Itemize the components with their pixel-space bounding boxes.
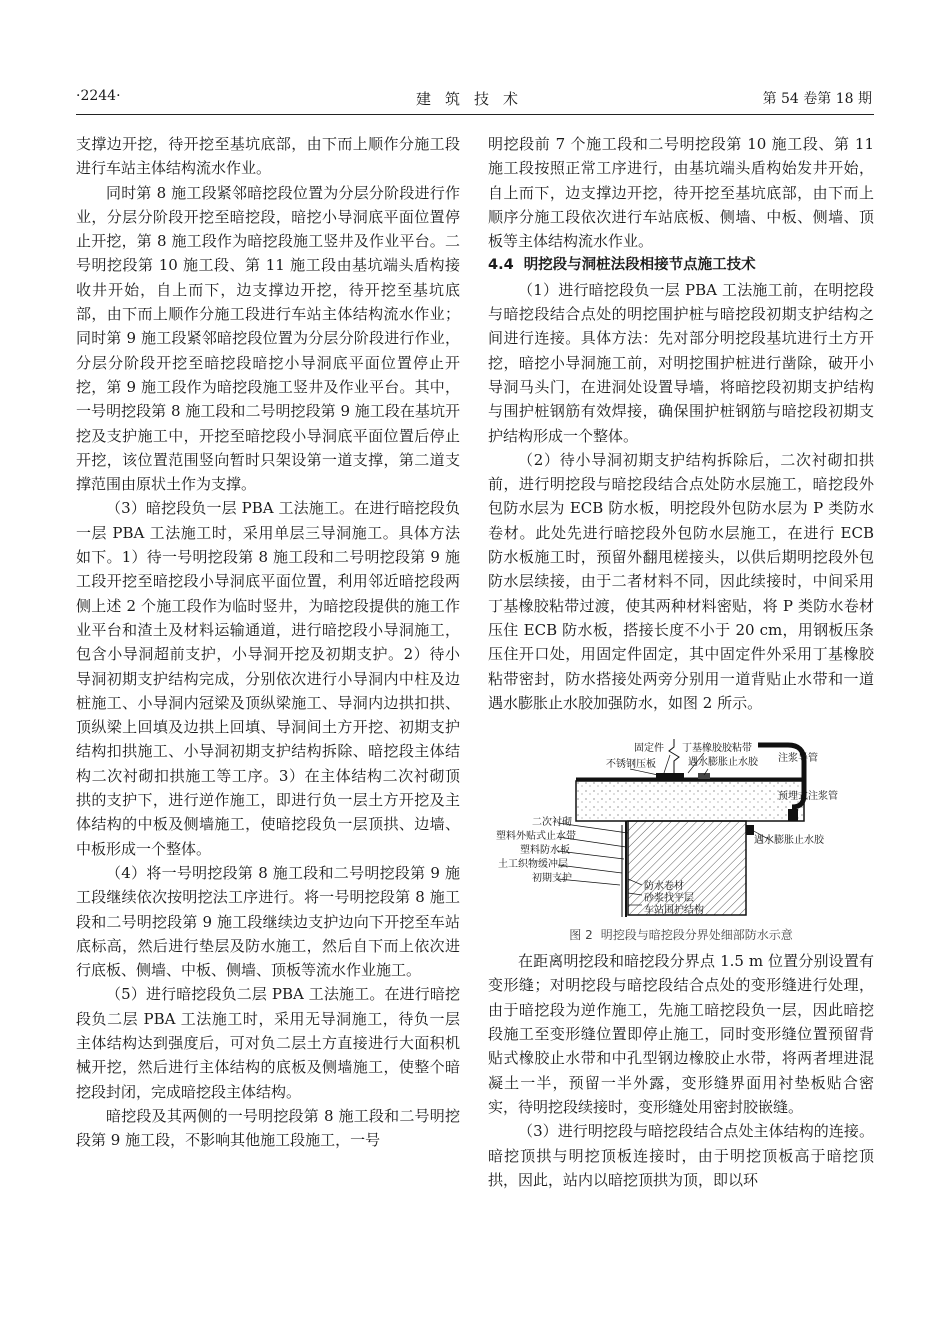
label-steel-plate: 不锈钢压板 — [606, 759, 656, 771]
paragraph: （2）待小导洞初期支护结构拆除后，二次衬砌扣拱前，进行明挖段与暗挖段结合点处防水层施工，暗挖段外包防水层为 ECB 防水板，明挖段外包防水层为 P 类防水卷材。此处先进行暗挖段外包防水层施工，在进行 ECB 防水板施工时，预留外翻甩槎接头，以供后期明挖段外包防水层续接，由于二者材料不同，因此续接时，中间采用丁基橡胶粘带过渡，使其两种材料密贴，将 P 类防水卷材压住 ECB 防水板，搭接长度不小于 20 cm，用钢板压条压住开口处，用固定件固定，其中固定件外采用丁基橡胶粘带密封，防水搭接处两旁分别用一道背贴止水带和一道遇水膨胀止水胶加强防水，如图 2 所示。 — [488, 450, 874, 712]
label-retaining: 车站围护结构 — [644, 905, 704, 917]
steel-press-plate — [656, 773, 684, 779]
figure-2 — [488, 733, 874, 943]
label-membrane: 防水卷材 — [644, 881, 684, 893]
paragraph: （4）将一号明挖段第 8 施工段和二号明挖段第 9 施工段继续依次按明挖法工序进行。将一号明挖段第 8 施工段和二号明挖段第 9 施工段继续边支护边向下开挖至车站底标高，然后进行垫层及防水施工，然后自下而上依次进行底板、侧墙、中板、侧墙、顶板等流水作业施工。 — [76, 863, 460, 980]
page-header — [76, 86, 872, 110]
top-slab — [576, 781, 804, 821]
caption-label: 图 2 — [569, 928, 593, 943]
paragraph: 暗挖段及其两侧的一号明挖段第 8 施工段和二号明挖段第 9 施工段，不影响其他施工段施工，一号 — [76, 1106, 460, 1150]
label-embedded-grout-pipe: 预埋式注浆管 — [778, 791, 838, 803]
volume-issue: 第 54 卷第 18 期 — [762, 91, 872, 107]
label-geotextile: 土工织物缓冲层 — [498, 859, 568, 871]
paragraph: （1）进行暗挖段负一层 PBA 工法施工前，在明挖段与暗挖段结合点处的明挖围护桩与暗挖段初期支护结构之间进行连接。具体方法：先对部分明挖段基坑进行土方开挖，暗挖小导洞施工前，对明挖围护桩进行凿除，破开小导洞马头门，在进洞处设置导墙，将暗挖段初期支护结构与围护桩钢筋有效焊接，确保围护桩钢筋与暗挖段初期支护结构形成一个整体。 — [488, 280, 874, 445]
section-title: 明挖段与洞桩法段相接节点施工技术 — [523, 257, 756, 274]
waterproofing-detail-diagram — [488, 733, 874, 923]
label-butyl-tape: 丁基橡胶胶粘带 — [682, 743, 752, 755]
paragraph: 明挖段前 7 个施工段和二号明挖段第 10 施工段、第 11 施工段按照正常工序进行，由基坑端头盾构始发井开始，自上而下，边支撑边开挖，待开挖至基坑底部，由下而上顺序分施工段依次进行车站底板、侧墙、中板、侧墙、顶板等主体结构流水作业。 — [488, 135, 874, 251]
label-mortar: 砂浆找平层 — [644, 893, 694, 905]
header-rule — [76, 114, 874, 115]
label-plastic-board: 塑料防水板 — [520, 845, 570, 857]
label-secondary-lining: 二次衬砌 — [532, 817, 572, 829]
section-number: 4.4 — [488, 257, 514, 274]
label-swell-sealant-right: 遇水膨胀止水胶 — [754, 835, 824, 847]
journal-title: 建筑技术 — [415, 90, 532, 108]
paragraph: （5）进行暗挖段负二层 PBA 工法施工。在进行暗挖段负二层 PBA 工法施工时，采用无导洞施工，待负一层主体结构达到强度后，可对负二层土方直接进行大面积机械开挖，然后进行主体结构的底板及侧墙施工，使整个暗挖段封闭，完成暗挖段主体结构。 — [76, 985, 460, 1101]
left-column — [76, 132, 460, 1152]
paragraph: 支撑边开挖，待开挖至基坑底部，由下而上顺作分施工段进行车站主体结构流水作业。 — [76, 135, 460, 178]
figure-caption — [488, 927, 874, 943]
paragraph: （3）进行明挖段与暗挖段结合点处主体结构的连接。暗挖顶拱与明挖顶板连接时，由于明挖顶板高于暗挖顶拱，因此，站内以暗挖顶拱为顶，即以环 — [488, 1122, 874, 1189]
embedded-grout-pipe — [788, 809, 798, 821]
label-swell-sealant-top: 遇水膨胀止水胶 — [688, 757, 758, 769]
page-number: ·2244· — [76, 88, 121, 104]
paragraph: 在距离明挖段和暗挖段分界点 1.5 m 位置分别设置有变形缝；对明挖段与暗挖段结合点处的变形缝进行处理，由于暗挖段为逆作施工，先施工暗挖段负一层，因此暗挖段施工至变形缝位置即停止施工，同时变形缝位置预留背贴式橡胶止水带和中孔型钢边橡胶止水带，将两者埋进混凝土一半，预留一半外露，变形缝界面用衬垫板贴合密实，待明挖段续接时，变形缝处用密封胶嵌缝。 — [488, 952, 874, 1116]
right-column — [488, 132, 874, 1192]
caption-text: 明挖段与暗挖段分界处细部防水示意 — [600, 928, 793, 943]
paragraph: 同时第 8 施工段紧邻暗挖段位置为分层分阶段进行作业，分层分阶段开挖至暗挖段，暗挖小导洞底平面位置停止开挖，第 8 施工段作为暗挖段施工竖井及作业平台。二号明挖段第 10 施工段、第 11 施工段由基坑端头盾构接收井开始，自上而下，边支撑边开挖，待开挖至基坑底部，由下而上顺作分施工段进行车站主体结构流水作业；同时第 9 施工段紧邻暗挖段位置为分层分阶段进行作业，分层分阶段开挖至暗挖段暗挖小导洞底平面位置停止开挖，第 9 施工段作为暗挖段施工竖井及作业平台。其中，一号明挖段第 8 施工段和二号明挖段第 9 施工段在基坑开挖及支护施工中，开挖至暗挖段小导洞底平面位置后停止开挖，该位置范围竖向暂时只架设第一道支撑，第二道支撑范围由原状土作为支撑。 — [76, 183, 460, 494]
swell-sealant-right — [746, 825, 754, 835]
label-grout-pipe: 注浆导管 — [778, 753, 818, 765]
label-primary-support: 初期支护 — [532, 873, 572, 885]
swell-sealant — [698, 773, 710, 779]
label-waterstop: 塑料外贴式止水带 — [496, 831, 576, 843]
section-heading — [488, 253, 874, 277]
paragraph: （3）暗挖段负一层 PBA 工法施工。在进行暗挖段负一层 PBA 工法施工时，采用单层三导洞施工。具体方法如下。1）待一号明挖段第 8 施工段和二号明挖段第 9 施工段开挖至暗挖段小导洞底平面位置，利用邻近暗挖段两侧上述 2 个施工段作为临时竖井，为暗挖段提供的施工作业平台和渣土及材料运输通道，进行暗挖段小导洞施工，包含小导洞超前支护，小导洞开挖及初期支护。2）待小导洞初期支护结构完成，分别依次进行小导洞内中柱及边桩施工、小导洞内冠梁及顶纵梁施工、导洞内边拱扣拱、顶纵梁上回填及边拱上回填、导洞间土方开挖、初期支护结构扣拱施工、小导洞初期支护结构拆除、暗挖段主体结构二次衬砌扣拱施工等工序。3）在主体结构二次衬砌顶拱的支护下，进行逆作施工，即进行负一层土方开挖及主体结构的中板及侧墙施工，使暗挖段负一层顶拱、边墙、中板形成一个整体。 — [76, 499, 460, 858]
label-fixing: 固定件 — [634, 743, 664, 755]
